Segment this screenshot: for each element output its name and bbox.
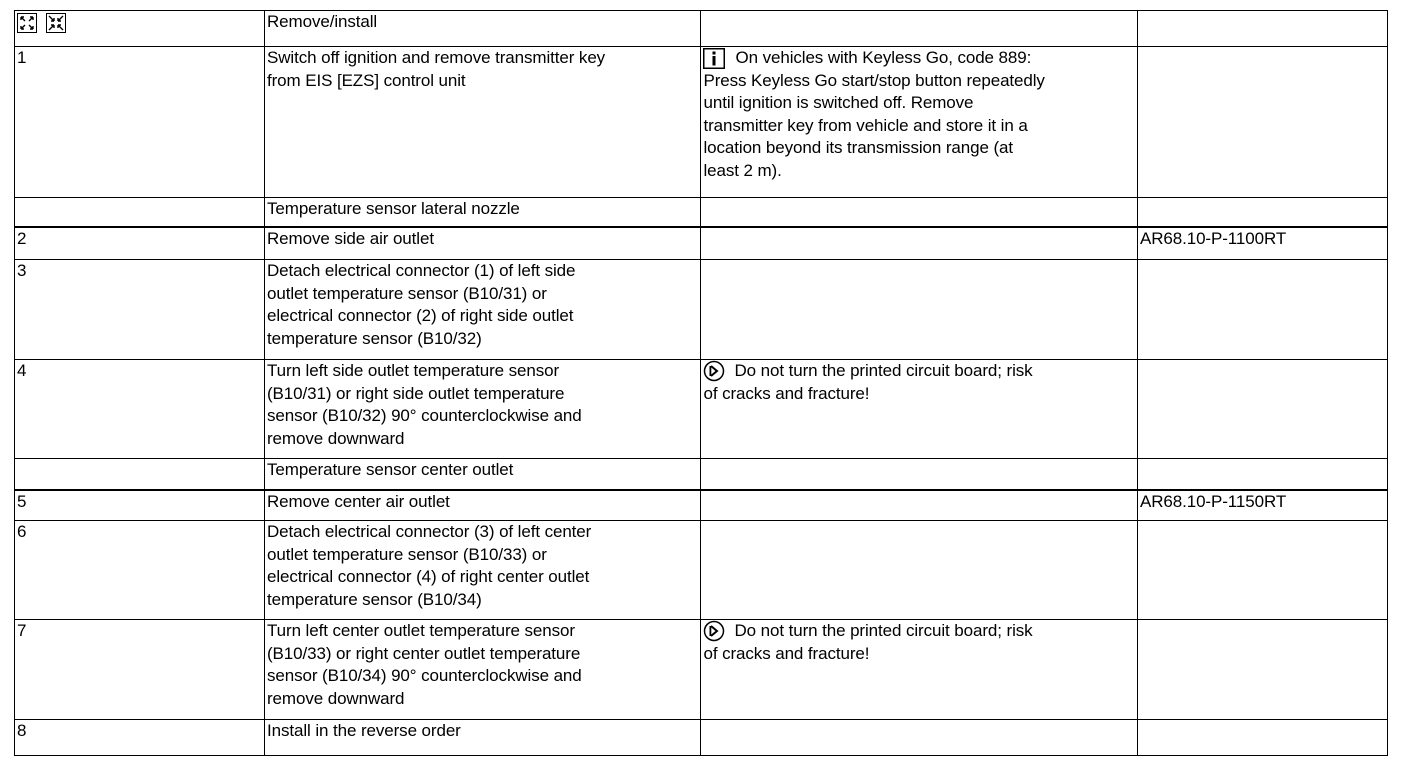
header-note-cell bbox=[701, 11, 1137, 47]
step-number bbox=[15, 198, 265, 227]
step-action: Switch off ignition and remove transmitter key from EIS [EZS] control unit bbox=[265, 47, 701, 198]
step-number: 5 bbox=[15, 490, 265, 521]
section-title: Temperature sensor center outlet bbox=[265, 459, 701, 490]
caution-icon bbox=[703, 620, 725, 642]
step-action: Install in the reverse order bbox=[265, 720, 701, 756]
header-ref-cell bbox=[1137, 11, 1387, 47]
header-icons-cell bbox=[15, 11, 265, 47]
table-row bbox=[15, 227, 1388, 260]
step-number bbox=[15, 459, 265, 490]
remove-icon bbox=[17, 13, 37, 33]
table-row bbox=[15, 521, 1388, 620]
step-note bbox=[701, 47, 1137, 198]
step-reference bbox=[1137, 620, 1387, 720]
note-first-line: Do not turn the printed circuit board; risk bbox=[734, 361, 1033, 380]
procedure-table bbox=[14, 10, 1388, 756]
step-reference bbox=[1137, 720, 1387, 756]
step-number: 3 bbox=[15, 260, 265, 360]
note-body: of cracks and fracture! bbox=[703, 643, 870, 663]
section-row bbox=[15, 198, 1388, 227]
step-action: Remove side air outlet bbox=[265, 227, 701, 260]
info-icon bbox=[703, 48, 725, 69]
step-note bbox=[701, 620, 1137, 720]
step-note bbox=[701, 260, 1137, 360]
step-reference bbox=[1137, 360, 1387, 459]
step-note bbox=[701, 227, 1137, 260]
step-reference: AR68.10-P-1100RT bbox=[1137, 227, 1387, 260]
note-body: of cracks and fracture! bbox=[703, 383, 870, 403]
caution-icon bbox=[703, 360, 725, 382]
step-reference: AR68.10-P-1150RT bbox=[1137, 490, 1387, 521]
step-note bbox=[701, 459, 1137, 490]
header-title: Remove/install bbox=[265, 11, 701, 47]
step-number: 2 bbox=[15, 227, 265, 260]
step-reference bbox=[1137, 260, 1387, 360]
step-note bbox=[701, 198, 1137, 227]
section-title: Temperature sensor lateral nozzle bbox=[265, 198, 701, 227]
step-number: 1 bbox=[15, 47, 265, 198]
step-action: Turn left center outlet temperature sensor (B10/33) or right center outlet temperature sensor (B10/34) 90° counterclockwise and remove downward bbox=[265, 620, 701, 720]
step-action: Turn left side outlet temperature sensor (B10/31) or right side outlet temperature sensor (B10/32) 90° counterclockwise and remove downward bbox=[265, 360, 701, 459]
step-number: 6 bbox=[15, 521, 265, 620]
step-note bbox=[701, 720, 1137, 756]
table-row bbox=[15, 490, 1388, 521]
step-reference bbox=[1137, 198, 1387, 227]
table-row bbox=[15, 620, 1388, 720]
note-first-line: On vehicles with Keyless Go, code 889: bbox=[735, 48, 1032, 67]
install-icon bbox=[46, 13, 66, 33]
step-note bbox=[701, 360, 1137, 459]
step-note bbox=[701, 521, 1137, 620]
note-body: Press Keyless Go start/stop button repeatedly until ignition is switched off. Remove transmitter key from vehicle and store it in a location beyond its transmission range (at least 2 m). bbox=[703, 70, 1045, 180]
step-action: Detach electrical connector (1) of left side outlet temperature sensor (B10/31) or electrical connector (2) of right side outlet temperature sensor (B10/32) bbox=[265, 260, 701, 360]
table-row bbox=[15, 720, 1388, 756]
step-reference bbox=[1137, 521, 1387, 620]
step-note bbox=[701, 490, 1137, 521]
step-reference bbox=[1137, 459, 1387, 490]
step-number: 8 bbox=[15, 720, 265, 756]
step-number: 7 bbox=[15, 620, 265, 720]
table-row bbox=[15, 360, 1388, 459]
note-first-line: Do not turn the printed circuit board; risk bbox=[734, 621, 1033, 640]
table-row bbox=[15, 260, 1388, 360]
header-row bbox=[15, 11, 1388, 47]
table-row bbox=[15, 47, 1388, 198]
step-reference bbox=[1137, 47, 1387, 198]
section-row bbox=[15, 459, 1388, 490]
step-number: 4 bbox=[15, 360, 265, 459]
step-action: Remove center air outlet bbox=[265, 490, 701, 521]
procedure-page bbox=[14, 10, 1388, 756]
step-action: Detach electrical connector (3) of left center outlet temperature sensor (B10/33) or electrical connector (4) of right center outlet temperature sensor (B10/34) bbox=[265, 521, 701, 620]
